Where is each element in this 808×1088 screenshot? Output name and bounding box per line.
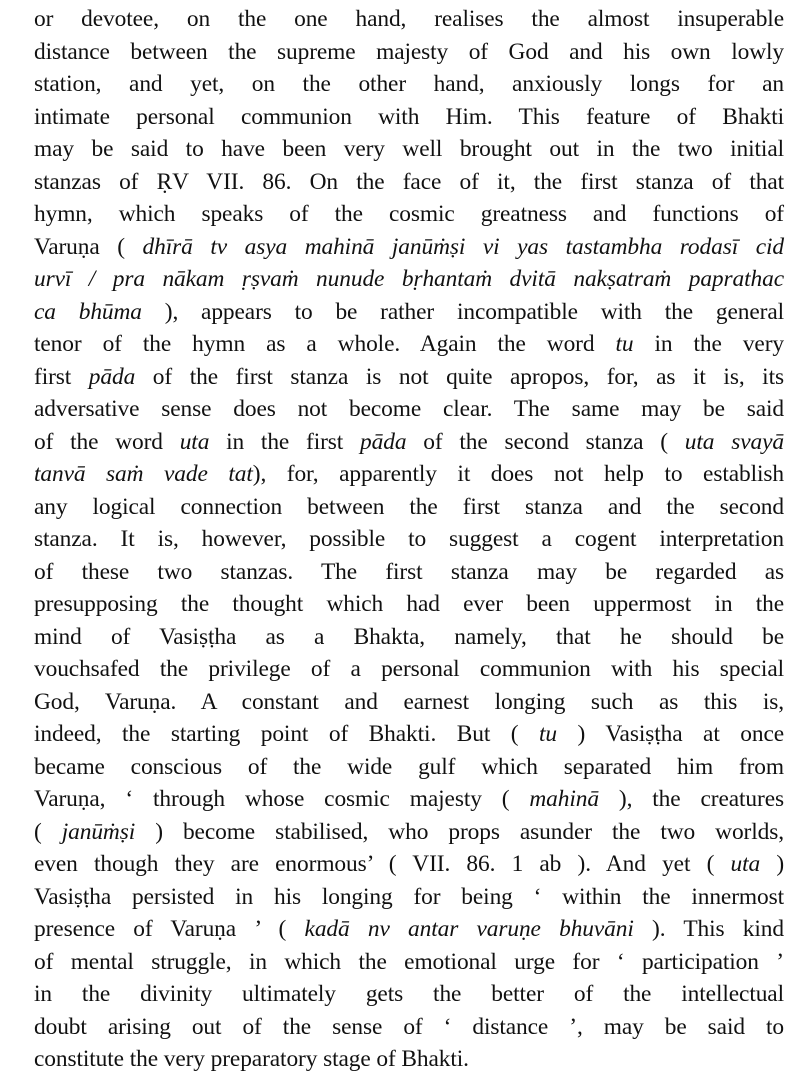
text-line <box>34 36 784 69</box>
text-line <box>34 231 784 264</box>
text-segment: ) become stabilised, who props asunder the two worlds, <box>135 818 784 845</box>
text-line <box>34 816 784 849</box>
italic-text: pāda <box>88 363 136 390</box>
text-line <box>34 523 784 556</box>
text-segment: may be said to have been very well brought out in the two initial <box>34 136 784 162</box>
text-segment: ( <box>34 818 62 845</box>
text-line <box>34 556 784 589</box>
text-segment: ), for, apparently it does not help to establish <box>252 461 784 487</box>
text-segment: vouchsafed the privilege of a personal communion with his special <box>34 656 784 682</box>
text-segment: in the first <box>209 428 361 455</box>
italic-text: tanvā saṁ vade tat <box>34 461 253 487</box>
text-segment: Varuṇa ( <box>34 233 143 260</box>
text-segment: Vasiṣṭha persisted in his longing for being ‘ within the innermost <box>34 883 784 910</box>
italic-text: mahinā <box>529 786 599 812</box>
text-segment: presupposing the thought which had ever been uppermost in the <box>34 591 784 617</box>
text-line <box>34 783 784 816</box>
text-segment: even though they are enormous’ ( VII. 86. 1 ab ). And yet ( <box>34 851 731 877</box>
text-line <box>34 718 784 751</box>
text-segment: distance between the supreme majesty of God and his own lowly <box>34 38 784 65</box>
text-line <box>34 1043 784 1076</box>
text-segment: ). This kind <box>633 916 784 942</box>
text-line <box>34 491 784 524</box>
text-segment: stanzas of ṚV VII. 86. On the face of it, the first stanza of that <box>34 168 784 195</box>
text-line <box>34 101 784 134</box>
text-segment: presence of Varuṇa ’ ( <box>34 916 305 942</box>
text-segment: intimate personal communion with Him. This feature of Bhakti <box>34 103 784 130</box>
text-line <box>34 328 784 361</box>
text-segment: first <box>34 363 89 390</box>
text-line <box>34 426 784 459</box>
text-line <box>34 361 784 394</box>
italic-text: uta svayā <box>684 428 784 455</box>
text-line <box>34 393 784 426</box>
text-segment: hymn, which speaks of the cosmic greatness and functions of <box>34 201 784 227</box>
text-segment: mind of Vasiṣṭha as a Bhakta, namely, that he should be <box>34 623 784 650</box>
text-segment: constitute the very preparatory stage of Bhakti. <box>34 1046 469 1072</box>
italic-text: tu <box>539 721 557 747</box>
italic-text: tu <box>615 331 634 357</box>
text-line <box>34 978 784 1011</box>
text-segment: tenor of the hymn as a whole. Again the word <box>34 331 616 357</box>
body-paragraph <box>34 3 784 1076</box>
text-segment: of the first stanza is not quite apropos, for, as it is, its <box>135 363 784 390</box>
text-segment: stanza. It is, however, possible to suggest a cogent interpretation <box>34 526 784 552</box>
text-segment: station, and yet, on the other hand, anxiously longs for an <box>34 71 784 97</box>
text-segment: adversative sense does not become clear. The same may be said <box>34 396 784 422</box>
text-segment: ), the creatures <box>598 786 784 812</box>
text-segment: ) Vasiṣṭha at once <box>557 721 785 747</box>
text-line <box>34 946 784 979</box>
text-line <box>34 3 784 36</box>
text-line <box>34 653 784 686</box>
text-line <box>34 198 784 231</box>
text-segment: or devotee, on the one hand, realises the almost insuperable <box>34 6 784 32</box>
italic-text: urvī / pra nākam ṛṣvaṁ nunude bṛhantaṁ dvitā nakṣatraṁ paprathac <box>34 266 784 292</box>
text-line <box>34 166 784 199</box>
text-segment: Varuṇa, ‘ through whose cosmic majesty ( <box>34 786 530 812</box>
text-line <box>34 881 784 914</box>
text-line <box>34 68 784 101</box>
text-line <box>34 263 784 296</box>
page-text <box>34 3 784 1076</box>
text-segment: doubt arising out of the sense of ‘ distance ’, may be said to <box>34 1013 784 1040</box>
text-segment: ) <box>760 851 785 877</box>
text-segment: God, Varuṇa. A constant and earnest longing such as this is, <box>34 688 784 715</box>
italic-text: janūṁṣi <box>61 818 136 845</box>
text-line <box>34 751 784 784</box>
text-line <box>34 848 784 881</box>
italic-text: dhīrā tv asya mahinā janūṁṣi vi yas tastambha rodasī cid <box>142 233 785 260</box>
text-segment: indeed, the starting point of Bhakti. But ( <box>34 721 539 747</box>
italic-text: uta <box>179 428 210 455</box>
text-segment: of these two stanzas. The first stanza may be regarded as <box>34 558 784 585</box>
text-line <box>34 588 784 621</box>
text-line <box>34 1011 784 1044</box>
text-segment: in the divinity ultimately gets the better of the intellectual <box>34 981 784 1007</box>
text-line <box>34 621 784 654</box>
text-segment: of the second stanza ( <box>406 428 685 455</box>
italic-text: pāda <box>360 428 407 455</box>
text-line <box>34 296 784 329</box>
text-line <box>34 686 784 719</box>
text-segment: any logical connection between the first stanza and the second <box>34 493 784 520</box>
text-line <box>34 913 784 946</box>
italic-text: uta <box>730 851 761 877</box>
text-segment: of the word <box>34 428 180 455</box>
italic-text: kadā nv antar varuṇe bhuvāni <box>304 916 634 942</box>
text-line <box>34 458 784 491</box>
italic-text: ca bhūma <box>34 298 142 325</box>
text-line <box>34 133 784 166</box>
text-segment: became conscious of the wide gulf which separated him from <box>34 753 784 780</box>
text-segment: in the very <box>633 331 784 357</box>
text-segment: of mental struggle, in which the emotional urge for ‘ participation ’ <box>34 948 784 975</box>
text-segment: ), appears to be rather incompatible with the general <box>141 298 784 325</box>
